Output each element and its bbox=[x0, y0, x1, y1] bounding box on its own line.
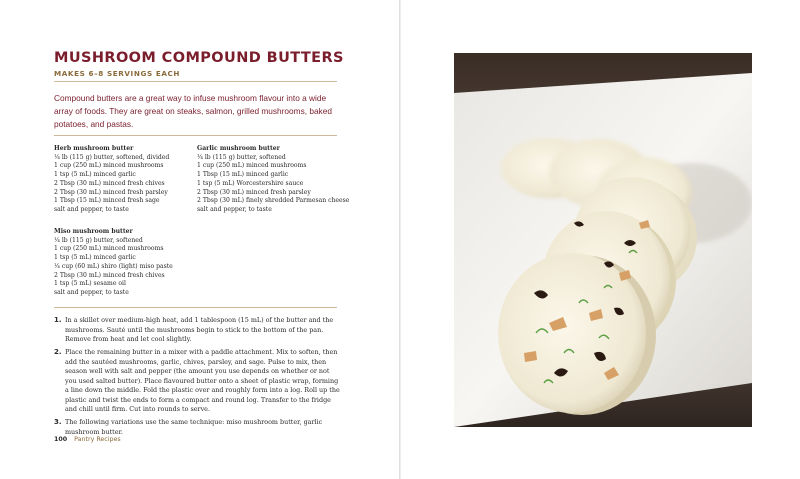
divider bbox=[54, 81, 337, 82]
right-page bbox=[401, 0, 800, 479]
ingredient: 2 Tbsp (30 mL) minced fresh parsley bbox=[197, 188, 311, 196]
ingredient: 2 Tbsp (30 mL) finely shredded Parmesan cheese bbox=[197, 197, 350, 205]
ingredient: 1 cup (250 mL) minced mushrooms bbox=[197, 162, 307, 170]
garlic-butter-ingredients bbox=[197, 145, 350, 215]
butter-photo bbox=[454, 53, 752, 427]
step-number: 3. bbox=[54, 418, 62, 426]
ingredient: 1 tsp (5 mL) minced garlic bbox=[54, 254, 136, 262]
ingredient: 1 cup (250 mL) minced mushrooms bbox=[54, 162, 164, 170]
step-number: 1. bbox=[54, 316, 62, 324]
divider bbox=[54, 307, 337, 308]
ingredient: salt and pepper, to taste bbox=[54, 205, 129, 213]
ingredient: 1 cup (250 mL) minced mushrooms bbox=[54, 245, 164, 253]
step-text: The following variations use the same technique: miso mushroom butter, garlic mushroom butter. bbox=[65, 418, 323, 436]
method-step bbox=[54, 316, 342, 345]
ingredient: 1 tsp (5 mL) minced garlic bbox=[54, 171, 136, 179]
left-page bbox=[0, 0, 399, 479]
ingredient: 1 tsp (5 mL) Worcestershire sauce bbox=[197, 179, 304, 187]
recipe-intro: Compound butters are a great way to infuse mushroom flavour into a wide array of foods. They are great on steaks, salmon, grilled mushrooms, baked potatoes, and pastas. bbox=[54, 93, 332, 130]
step-text: Place the remaining butter in a mixer with a paddle attachment. Mix to soften, then add the sautéed mushrooms, garlic, chives, parsley, and sage. Pulse to mix, then season well with salt and pepper (the amount you use depends on whether or not you used salted butter). Place flavoured butter onto a sheet of plastic wrap, forming a line down the middle. Fold the plastic over and roughly form into a log. Roll up the plastic and twist the ends to form a compact and round log. Transfer to the fridge and chill until firm. Cut into rounds to serve. bbox=[65, 348, 340, 413]
ingredient: 2 Tbsp (30 mL) minced fresh chives bbox=[54, 179, 165, 187]
ingredient: ¼ lb (115 g) butter, softened bbox=[197, 153, 286, 161]
ingredient: 2 Tbsp (30 mL) minced fresh chives bbox=[54, 271, 165, 279]
ingredient: salt and pepper, to taste bbox=[197, 205, 272, 213]
ingredient: 1 tsp (5 mL) sesame oil bbox=[54, 280, 126, 288]
recipe-title: MUSHROOM COMPOUND BUTTERS bbox=[54, 50, 344, 66]
ingredient: salt and pepper, to taste bbox=[54, 288, 129, 296]
ingredient: 1 Tbsp (15 mL) minced garlic bbox=[197, 171, 289, 179]
variation-name: Garlic mushroom butter bbox=[197, 145, 280, 152]
ingredient: ¼ lb (115 g) butter, softened, divided bbox=[54, 153, 170, 161]
method-step bbox=[54, 348, 342, 415]
ingredient: 1 Tbsp (15 mL) minced fresh sage bbox=[54, 197, 160, 205]
ingredient: ¼ lb (115 g) butter, softened bbox=[54, 236, 143, 244]
step-number: 2. bbox=[54, 348, 62, 356]
method-steps bbox=[54, 316, 342, 441]
section-name: Pantry Recipes bbox=[74, 436, 121, 443]
divider bbox=[54, 135, 337, 136]
method-step bbox=[54, 418, 342, 437]
ingredient: ¼ cup (60 mL) shiro (light) miso paste bbox=[54, 262, 173, 270]
ingredient: 2 Tbsp (30 mL) minced fresh parsley bbox=[54, 188, 168, 196]
variation-name: Herb mushroom butter bbox=[54, 145, 134, 152]
page-footer bbox=[54, 436, 121, 443]
step-text: In a skillet over medium-high heat, add 1 tablespoon (15 mL) of the butter and the mushrooms. Sauté until the mushrooms begin to stick to the bottom of the pan. Remove from heat and let cool slightly. bbox=[65, 316, 334, 343]
variation-name: Miso mushroom butter bbox=[54, 228, 133, 235]
recipe-yield: MAKES 6–8 SERVINGS EACH bbox=[54, 69, 180, 78]
miso-butter-ingredients bbox=[54, 228, 194, 298]
herb-butter-ingredients bbox=[54, 145, 194, 215]
page-number: 100 bbox=[54, 436, 68, 443]
